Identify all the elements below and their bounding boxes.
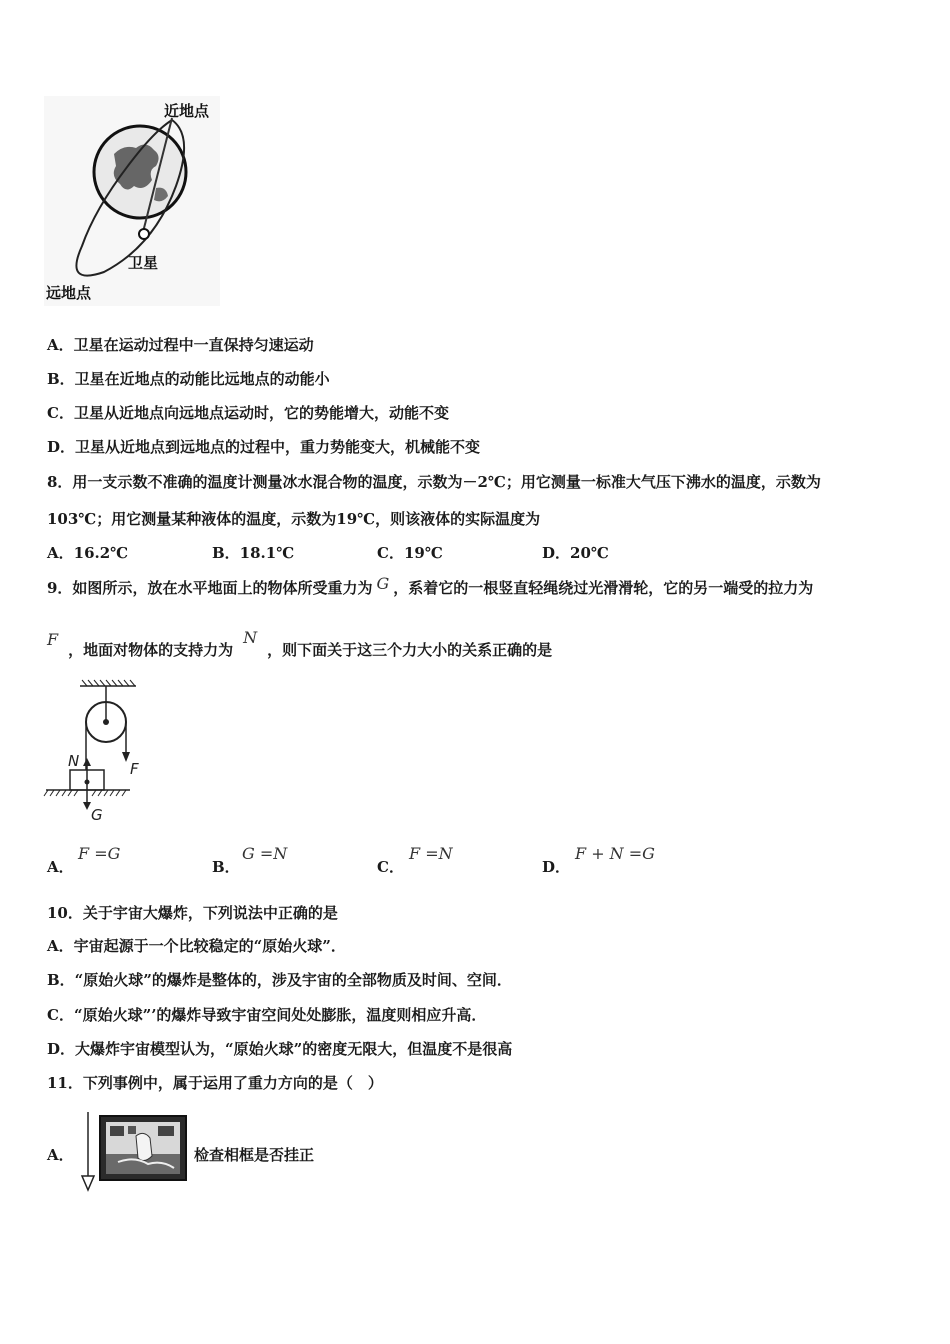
q8-option-a: A．16.2℃ xyxy=(47,544,129,562)
symbol-g: G xyxy=(376,574,390,593)
label-f: F xyxy=(130,760,139,778)
q9-stem-part4: ，则下面关于这三个力大小的关系正确的是 xyxy=(267,641,553,659)
q11-option-a-label: A． xyxy=(47,1146,74,1164)
q8-stem-line2: 103℃；用它测量某种液体的温度，示数为19℃，则该液体的实际温度为 xyxy=(47,510,541,528)
q9-option-d-label: D． xyxy=(542,858,571,876)
symbol-n: N xyxy=(243,628,258,647)
q9-option-d-expr: F + N =G xyxy=(575,844,655,863)
force-g-arrow xyxy=(83,802,91,810)
apogee-label: 远地点 xyxy=(46,284,92,302)
q10-option-d: D．大爆炸宇宙模型认为，“原始火球”的密度无限大，但温度不是很高 xyxy=(47,1040,513,1058)
force-n-arrow xyxy=(83,758,91,766)
picture-frame-figure xyxy=(78,1112,190,1192)
q9-stem-line2 xyxy=(47,628,553,660)
q9-option-c-label: C． xyxy=(377,858,404,876)
q9-stem-part2: ，系着它的一根竖直轻绳绕过光滑滑轮，它的另一端受的拉力为 xyxy=(393,579,814,597)
q10-option-a: A．宇宙起源于一个比较稳定的“原始火球”． xyxy=(47,937,346,955)
q8-option-d: D．20℃ xyxy=(542,544,609,562)
q9-option-b-expr: G =N xyxy=(242,844,288,863)
q9-stem-line1 xyxy=(47,574,814,598)
q11-stem: 11．下列事例中，属于运用了重力方向的是（ ） xyxy=(47,1074,383,1092)
q9-stem-part1: 9．如图所示，放在水平地面上的物体所受重力为 xyxy=(47,579,373,597)
satellite-marker xyxy=(139,229,149,239)
q8-option-b: B．18.1℃ xyxy=(212,544,295,562)
q9-option-a-label: A． xyxy=(47,858,74,876)
q9-option-a-expr: F =G xyxy=(78,844,121,863)
q9-option-c-expr: F =N xyxy=(409,844,453,863)
q8-stem-line1: 8．用一支示数不准确的温度计测量冰水混合物的温度，示数为－2℃；用它测量一标准大气压下沸水的温度，示数为 xyxy=(47,473,821,491)
pulley-figure xyxy=(44,678,139,826)
q10-stem: 10．关于宇宙大爆炸，下列说法中正确的是 xyxy=(47,904,338,922)
perigee-label: 近地点 xyxy=(164,102,210,120)
q7-option-c: C．卫星从近地点向远地点运动时，它的势能增大，动能不变 xyxy=(47,404,449,422)
q7-option-b: B．卫星在近地点的动能比远地点的动能小 xyxy=(47,370,330,388)
q10-option-c: C．“原始火球”’的爆炸导致宇宙空间处处膨胀，温度则相应升高． xyxy=(47,1006,487,1024)
label-n: N xyxy=(68,752,80,770)
q7-option-d: D．卫星从近地点到远地点的过程中，重力势能变大，机械能不变 xyxy=(47,438,481,456)
q9-option-b-label: B． xyxy=(212,858,240,876)
q11-option-a-text: 检查相框是否挂正 xyxy=(194,1146,315,1164)
label-g: G xyxy=(91,806,103,824)
plumb-bob-icon xyxy=(82,1176,94,1190)
orbit-figure xyxy=(44,96,220,306)
q7-option-a: A．卫星在运动过程中一直保持匀速运动 xyxy=(47,336,314,354)
q10-option-b: B．“原始火球”的爆炸是整体的，涉及宇宙的全部物质及时间、空间． xyxy=(47,971,512,989)
satellite-label: 卫星 xyxy=(128,254,159,272)
symbol-f: F xyxy=(47,630,59,649)
q9-stem-part3: ，地面对物体的支持力为 xyxy=(68,641,234,659)
force-f-arrow xyxy=(122,752,130,762)
q8-option-c: C．19℃ xyxy=(377,544,443,562)
